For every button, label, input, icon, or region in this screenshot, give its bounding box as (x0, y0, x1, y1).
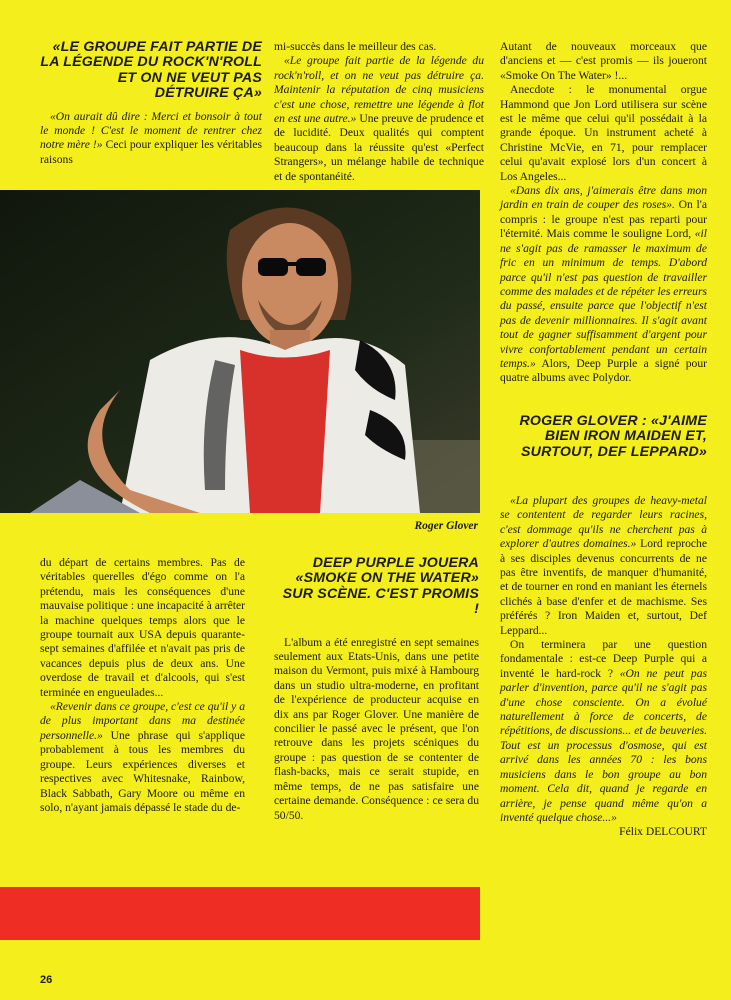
column-1-top (40, 40, 262, 167)
text: Ceci pour expliquer les véritables raisons (40, 138, 263, 166)
text: Autant de nouveaux morceaux que d'anciens et — c'est promis — ils joueront «Smoke On The Water» !... (500, 40, 707, 82)
text: mi-succès dans le meilleur des cas. (274, 40, 437, 53)
headline-roger-glover: ROGER GLOVER : «J'AIME BIEN IRON MAIDEN ET, SURTOUT, DEF LEPPARD» (519, 412, 707, 460)
photo-caption: Roger Glover (414, 520, 478, 532)
quote: «On aurait dû dire : Merci et bonsoir à tout le monde ! C'est le moment de rentrer chez notre mère !» (40, 109, 262, 152)
text: Une preuve de prudence et de lucidité. Deux qualités qui comptent beaucoup dans la réussite qu'est «Perfect Strangers», un mélange habile de technique et de spontanéité. (274, 112, 484, 183)
column-1-bottom: du départ de certains membres. Pas de véritables querelles d'égo comme on l'a prétendu, mais les conséquences d'une mauvaise politique : une incapacité à arrêter la machine quelques temps alors que le groupe tournait aux USA depuis quarante-sept semaines d'affilée et n'avait pas pris de vacances depuis plus de deux ans. Une overdose de travail et d'alcools, qui s'est terminée en engueulades... «Revenir dans ce groupe, c'est ce qu'il y a de plus important dans ma destinée personnelle.» Une phrase qui s'applique probablement à tous les membres du groupe. Leurs expériences diverses et respectives avec Whitesnake, Rainbow, Black Sabbath, Gary Moore ou même en solo, n'ayant jamais dépassé le stade du de- (40, 556, 245, 814)
quote: «Dans dix ans, j'aimerais être dans mon jardin en train de couper des roses». (500, 184, 707, 212)
quote: «il ne s'agit pas de ramasser le maximum de fric en un minimum de temps. D'abord parce qu'il n'est pas question de travailler comme des malades et de répéter les erreurs du passé, ensuite parce que l'objectif n'est pas de devenir millionnaires. Il s'agit avant tout de gagner suffisamment d'argent pour vivre confortablement pendant un certain temps.» (500, 227, 707, 370)
column-2-top (274, 40, 484, 184)
quote: «Le groupe fait partie de la légende du rock'n'roll, et on ne veut pas détruire ça. Maintenir la réputation de cinq musiciens c'est une chose, remettre une légende à flot en est une autre.» (274, 54, 484, 126)
headline-smoke-on-the-water: DEEP PURPLE JOUERA «SMOKE ON THE WATER» SUR SCÈNE. C'EST PROMIS ! (282, 555, 479, 618)
red-bar (0, 887, 480, 940)
anecdote-paragraph: Anecdote : le monumental orgue Hammond que Jon Lord utilisera sur scène est le même que celui qu'il possédait à la grande époque. Un instrument acheté à Christine McVie, en 71, pour remplacer celui qu'avait explosé lors d'un concert à Los Angeles... (500, 83, 707, 183)
quote: «Revenir dans ce groupe, c'est ce qu'il y a de plus important dans ma destinée personnelle.» (40, 700, 245, 742)
author-signature: Félix DELCOURT (619, 825, 707, 839)
column-3: Autant de nouveaux morceaux que d'anciens et — c'est promis — ils joueront «Smoke On The Water» !... Anecdote : le monumental orgue Hammond que Jon Lord utilisera sur scène est le même que celui qu'il possédait à la grande époque. Un instrument acheté à Christine McVie, en 71, pour remplacer celui qu'avait explosé lors d'un concert à Los Angeles... «Dans dix ans, j'aimerais être dans mon jardin en train de couper des roses». On l'a compris : le groupe n'est pas reparti pour l'éternité. Mais comme le souligne Lord, «il ne s'agit pas de ramasser le maximum de fric en un minimum de temps. D'abord parce qu'il n'est pas question de travailler comme des malades et de répéter les erreurs du passé, ensuite parce que l'objectif n'est pas de devenir millionnaires. Il s'agit avant tout de gagner suffisamment d'argent pour vivre confortablement pendant un certain temps.» Alors, Deep Purple a signé pour quatre albums avec Polydor. ROGER GLOVER : «J'AIME BIEN IRON MAIDEN ET, SURTOUT, DEF LEPPARD» «La plupart des groupes de heavy-metal se contentent de regarder leurs racines, c'est dommage qu'ils ne cherchent pas à explorer d'autres domaines.» Lord reproche à ses disciples devenus concurrents de ne pas être inventifs, de manquer d'humanité, et de tourner en rond en maniant les éternels clichés à base d'enfer et de machisme. Ses préférés ? Iron Maiden et, surtout, Def Leppard... On terminera par une question fondamentale : est-ce Deep Purple qui a inventé le hard-rock ? «On ne peut pas parler d'invention, parce qu'il ne s'agit pas d'une chose consciente. On a évolué naturellement à force de concerts, de répétitions, de discussions... et de beuveries. Tout est un processus d'osmose, qui est arrivé dans les années 70 : les bons musiciens dans le bon groupe au bon moment. Cela dit, quand je regarde en arrière, je pense quand même qu'on a inventé quelque chose...» Félix DELCOURT (500, 40, 708, 839)
column-2-bottom (274, 556, 479, 823)
photo-roger-glover (0, 190, 480, 513)
text: du départ de certains membres. Pas de véritables querelles d'égo comme on l'a prétendu, mais les conséquences d'une mauvaise politique : une incapacité à arrêter la machine quelques temps alors que le groupe tournait aux USA depuis quarante-sept semaines d'affilée et n'avait pas pris de vacances depuis plus de deux ans. Une overdose de travail et d'alcools, qui s'est terminée en engueulades... (40, 556, 245, 699)
headline-legende: «LE GROUPE FAIT PARTIE DE LA LÉGENDE DU ROCK'N'ROLL ET ON NE VEUT PAS DÉTRUIRE ÇA» (40, 39, 262, 102)
page-number: 26 (40, 974, 53, 986)
quote: «On ne peut pas parler d'invention, parce qu'il ne s'agit pas d'une chose consciente. On a évolué naturellement à force de concerts, de répétitions, de discussions... et de beuveries. Tout est un processus d'osmose, qui est arrivé dans les années 70 : les bons musiciens dans le bon groupe au bon moment. Cela dit, quand je regarde en arrière, je pense quand même qu'on a inventé quelque chose...» (500, 666, 708, 824)
quote: «La plupart des groupes de heavy-metal se contentent de regarder leurs racines, c'est dommage qu'ils ne cherchent pas à explorer d'autres domaines.» (500, 493, 707, 551)
text: L'album a été enregistré en sept semaines seulement aux Etats-Unis, dans une petite maison du Vermont, puis mixé à Hambourg dans un studio ultra-moderne, en profitant de l'expérience de producteur acquise en dix ans par Roger Glover. Une manière de concilier le passé avec le présent, que l'on retrouve dans les projets scéniques du groupe : pas question de se contenter de flash-backs, mais ce serait stupide, en même temps, de ne pas satisfaire une certaine demande. Conséquence : ce sera du 50/50. (274, 635, 479, 822)
portrait-illustration (0, 190, 480, 513)
